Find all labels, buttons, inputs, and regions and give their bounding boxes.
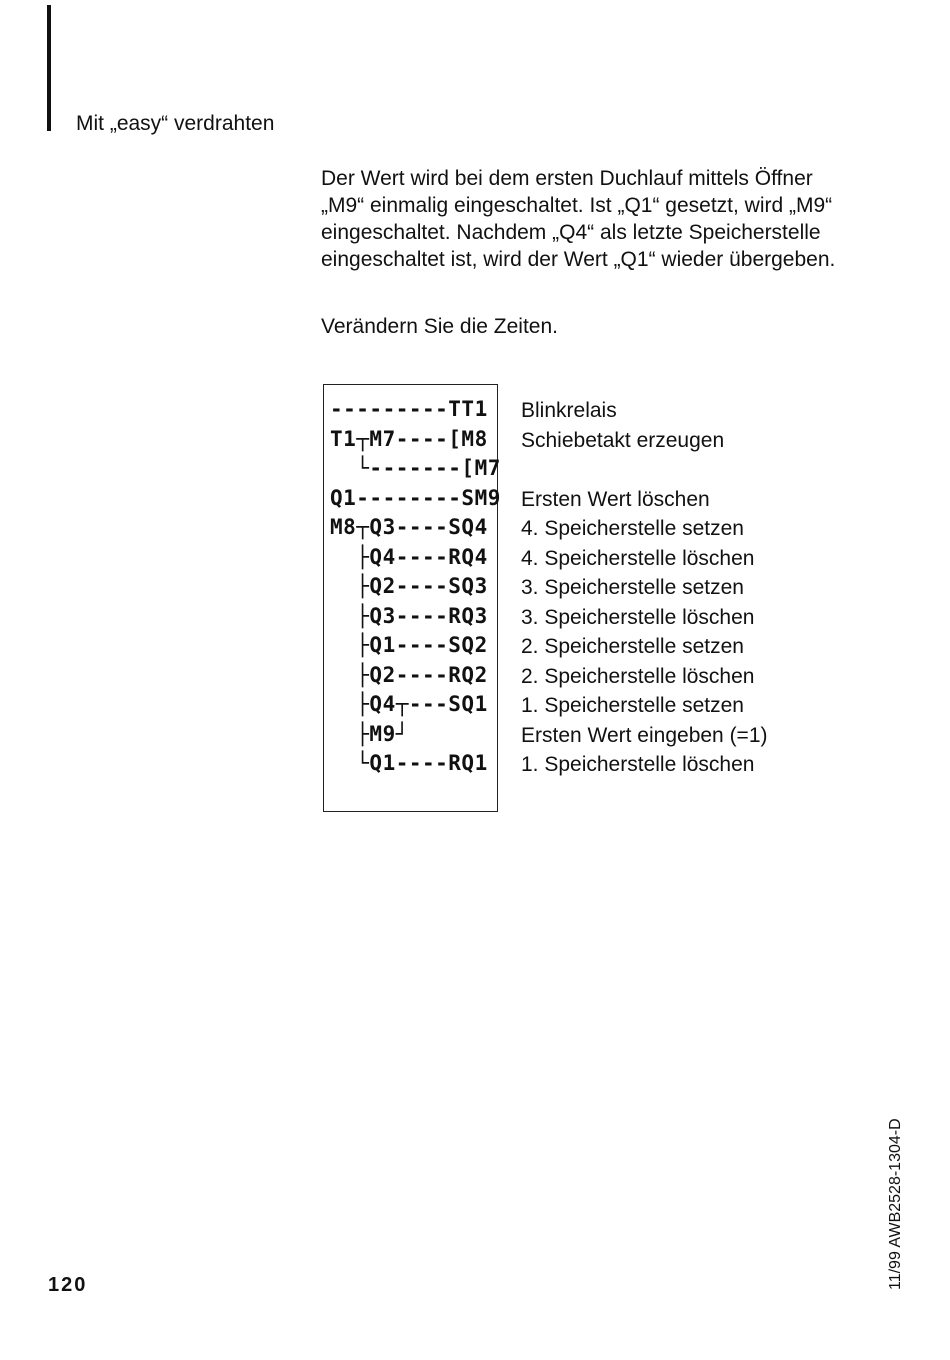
ladder-label: 1. Speicherstelle setzen: [521, 694, 744, 717]
ladder-row: ├Q3----RQ3: [330, 604, 488, 628]
ladder-row: ├Q4----RQ4: [330, 545, 488, 569]
ladder-label: 3. Speicherstelle löschen: [521, 606, 755, 629]
document-id: 11/99 AWB2528-1304-D: [887, 1118, 904, 1290]
ladder-row: └Q1----RQ1: [330, 751, 488, 775]
ladder-label: Schiebetakt erzeugen: [521, 429, 725, 452]
ladder-row: T1┬M7----[M8: [330, 427, 488, 451]
ladder-label: Ersten Wert löschen: [521, 488, 710, 511]
ladder-row: ├Q2----SQ3: [330, 574, 488, 598]
ladder-label: 2. Speicherstelle löschen: [521, 665, 755, 688]
ladder-row: Q1--------SM9: [330, 486, 501, 510]
intro-paragraph: Der Wert wird bei dem ersten Duchlauf mittels Öffner „M9“ einmalig eingeschaltet. Ist „Q1“ gesetzt, wird „M9“ eingeschaltet. Nachdem „Q4“ als letzte Speicherstelle eingeschaltet ist, wird der Wert „Q1“ wieder übergeben.: [321, 167, 836, 271]
ladder-row: ---------TT1: [330, 397, 488, 421]
section-header: Mit „easy“ verdrahten: [76, 112, 275, 135]
intro-note: Verändern Sie die Zeiten.: [321, 315, 558, 338]
ladder-label: 3. Speicherstelle setzen: [521, 576, 744, 599]
ladder-label: 4. Speicherstelle löschen: [521, 547, 755, 570]
ladder-label: 2. Speicherstelle setzen: [521, 635, 744, 658]
ladder-row: M8┬Q3----SQ4: [330, 515, 488, 539]
ladder-row: ├Q2----RQ2: [330, 663, 488, 687]
page-number: 120: [48, 1274, 88, 1296]
ladder-row: ├Q4┬---SQ1: [330, 692, 488, 716]
ladder-diagram-display: [323, 384, 501, 812]
ladder-label: 4. Speicherstelle setzen: [521, 517, 744, 540]
margin-bar: [47, 5, 51, 131]
ladder-label: 1. Speicherstelle löschen: [521, 753, 755, 776]
ladder-label: Blinkrelais: [521, 399, 617, 422]
ladder-row: ├Q1----SQ2: [330, 633, 488, 657]
ladder-label: Ersten Wert eingeben (=1): [521, 724, 768, 747]
ladder-row: └-------[M7: [330, 456, 501, 480]
ladder-row: ├M9┘: [330, 722, 409, 746]
